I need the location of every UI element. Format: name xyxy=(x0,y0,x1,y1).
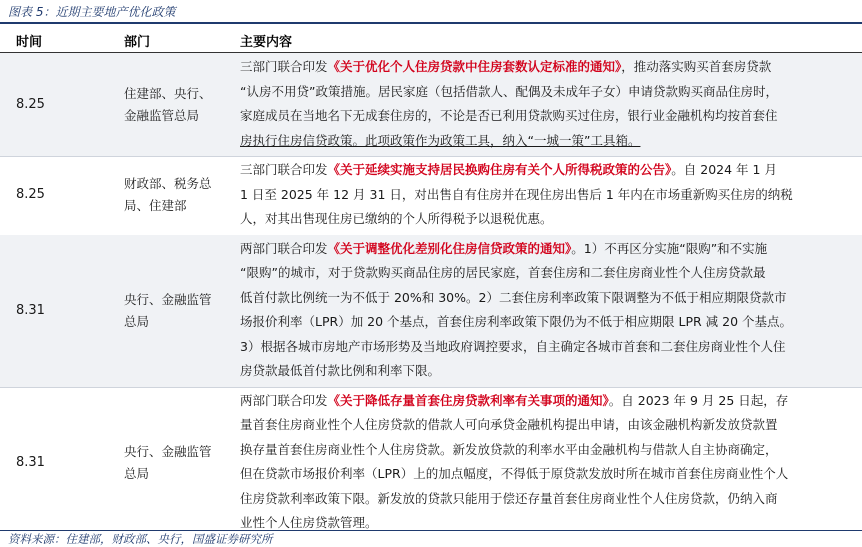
row-content xyxy=(240,158,862,232)
content-text: 人，对其出售现住房已缴纳的个人所得税予以退税优惠。 xyxy=(240,211,553,226)
content-line xyxy=(240,335,862,360)
policy-document-title: 《关于优化个人住房贷款中住房套数认定标准的通知》 xyxy=(327,59,622,74)
row-date: 8.25 xyxy=(16,96,45,112)
content-text: 1 日至 2025 年 12 月 31 日，对出售自有住房并在现住房出售后 1 年内在市场重新购买住房的纳税 xyxy=(240,186,793,202)
content-text: 。1）不再区分实施“限购”和不实施 xyxy=(571,240,768,256)
table-row xyxy=(0,387,862,539)
row-date: 8.25 xyxy=(16,187,45,203)
content-text: “限购”的城市，对于贷款购买商品住房的居民家庭，首套住房和二套住房商业性个人住房贷款最 xyxy=(240,265,766,280)
content-line xyxy=(240,511,862,536)
table-row xyxy=(0,235,862,387)
content-line xyxy=(240,462,862,487)
content-text: 三部门联合印发 xyxy=(240,162,328,177)
department-line: 住建部、央行、 xyxy=(124,85,212,101)
content-line xyxy=(240,237,862,262)
content-line xyxy=(240,438,862,463)
table-row xyxy=(0,53,862,156)
row-department xyxy=(124,173,228,217)
content-text: 业性个人住房贷款管理。 xyxy=(240,515,378,530)
content-text: ，推动落实购买首套房贷款 xyxy=(621,59,772,74)
content-line xyxy=(240,286,862,311)
content-text: 量首套住房商业性个人住房贷款的借款人可向承贷金融机构提出申请，由该金融机构新发放贷款置 xyxy=(240,417,778,432)
content-text: 两部门联合印发 xyxy=(240,240,328,256)
content-text: 房执行住房信贷政策。此项政策作为政策工具，纳入“一城一策”工具箱。 xyxy=(240,132,641,148)
content-line xyxy=(240,261,862,286)
department-line: 央行、金融监管 xyxy=(124,291,212,307)
content-text: 三部门联合印发 xyxy=(240,59,328,74)
policy-document-title: 《关于调整优化差别化住房信贷政策的通知》 xyxy=(327,240,572,256)
source-note: 资料来源：住建部，财政部、央行，国盛证券研究所 xyxy=(8,532,273,546)
department-line: 金融监管总局 xyxy=(124,107,200,123)
content-text: 换存量首套住房商业性个人住房贷款。新发放贷款的利率水平由金融机构与借款人自主协商确定， xyxy=(240,441,778,457)
row-date: 8.31 xyxy=(16,302,45,318)
content-text: 。自 2023 年 9 月 25 日起，存 xyxy=(608,392,789,408)
content-line xyxy=(240,207,862,232)
content-text: 家庭成员在当地名下无成套住房的，不论是否已利用贷款购买过住房，银行业金融机构均按首套住 xyxy=(240,108,778,123)
content-text: 房贷款最低首付款比例和利率下限。 xyxy=(240,363,441,378)
content-line xyxy=(240,183,862,208)
content-line xyxy=(240,80,862,105)
department-line: 局、住建部 xyxy=(124,198,187,214)
header-dept: 部门 xyxy=(124,35,151,50)
header-content: 主要内容 xyxy=(240,35,293,50)
row-content xyxy=(240,389,862,536)
content-text: “认房不用贷”政策措施。居民家庭（包括借款人、配偶及未成年子女）申请贷款购买商品住房时， xyxy=(240,83,778,99)
row-department xyxy=(124,289,228,333)
content-text: 两部门联合印发 xyxy=(240,392,328,408)
row-department xyxy=(124,441,228,485)
content-line xyxy=(240,55,862,80)
content-line xyxy=(240,310,862,335)
row-date: 8.31 xyxy=(16,454,45,470)
figure-caption: 图表 5：近期主要地产优化政策 xyxy=(8,5,176,19)
table-header xyxy=(0,24,862,52)
row-department xyxy=(124,83,228,127)
content-line xyxy=(240,413,862,438)
table-row xyxy=(0,156,862,235)
row-content xyxy=(240,237,862,384)
policy-document-title: 《关于延续实施支持居民换购住房有关个人所得税政策的公告》 xyxy=(327,162,672,177)
content-text: 低首付款比例统一为不低于 20%和 30%。2）二套住房利率政策下限调整为不低于相应期限贷款市 xyxy=(240,289,787,305)
department-line: 财政部、税务总 xyxy=(124,176,212,192)
content-text: 住房贷款利率政策下限。新发放的贷款只能用于偿还存量首套住房商业性个人住房贷款，仍纳入商 xyxy=(240,490,778,506)
content-line xyxy=(240,389,862,414)
policy-document-title: 《关于降低存量首套住房贷款利率有关事项的通知》 xyxy=(327,392,609,408)
content-text: 场报价利率（LPR）加 20 个基点，首套住房利率政策下限仍为不低于相应期限 LPR 减 20 个基点。 xyxy=(240,314,793,329)
header-time: 时间 xyxy=(16,35,43,50)
content-line xyxy=(240,129,862,154)
content-text: 3）根据各城市房地产市场形势及当地政府调控要求，自主确定各城市首套和二套住房商业性个人住 xyxy=(240,338,786,354)
content-line xyxy=(240,359,862,384)
department-line: 总局 xyxy=(124,465,150,481)
content-line xyxy=(240,487,862,512)
department-line: 央行、金融监管 xyxy=(124,443,212,459)
content-text: 但在贷款市场报价利率（LPR）上的加点幅度，不得低于原贷款发放时所在城市首套住房商业性个人 xyxy=(240,466,789,481)
content-text: 。自 2024 年 1 月 xyxy=(671,162,777,177)
department-line: 总局 xyxy=(124,313,150,329)
content-line xyxy=(240,104,862,129)
content-line xyxy=(240,158,862,183)
row-content xyxy=(240,55,862,153)
